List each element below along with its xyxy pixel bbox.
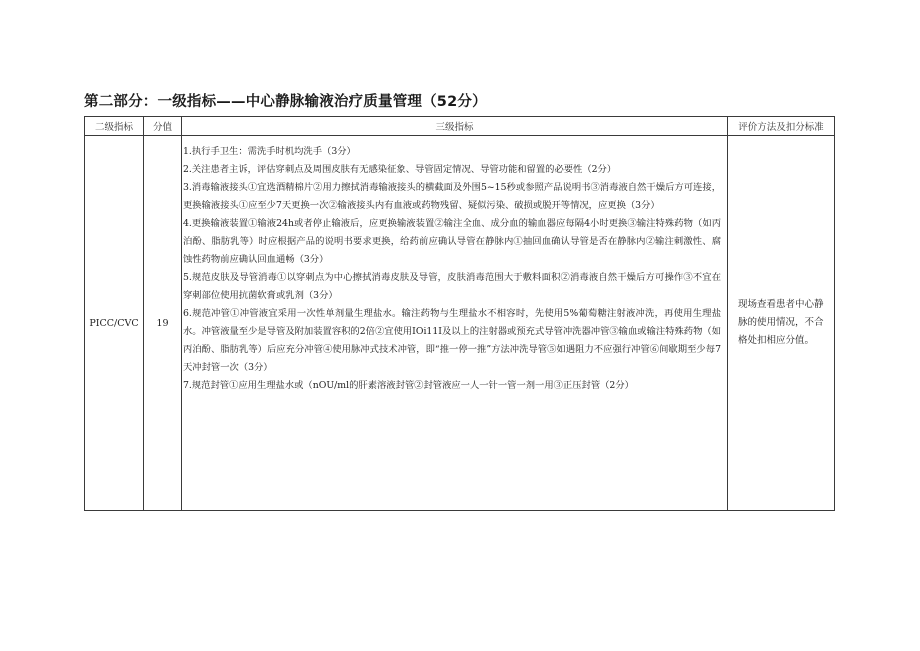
criterion-item: 5.规范皮肤及导管消毒①以穿刺点为中心擦拭消毒皮肤及导管，皮肤消毒范围大于敷料面积②消毒液自然干燥后方可操作③不宜在穿刺部位使用抗菌软膏或乳剂（3分） (183, 272, 721, 301)
header-score: 分值 (144, 117, 182, 136)
criterion-item: 3.消毒输液接头①宜选酒精棉片②用力擦拭消毒输液接头的横截面及外围5~15秒或参照产品说明书③消毒液自然干燥后方可连接，更换输液接头①应至少7天更换一次②输液接头内有血液或药物残留、疑似污染、破损或脱开等情况，应更换（3分） (183, 182, 721, 211)
level2-cell: PICC/CVC (85, 136, 144, 511)
table-row (85, 136, 835, 511)
table-header-row (85, 117, 835, 136)
header-level3: 三级指标 (182, 117, 728, 136)
criterion-item: 2.关注患者主诉，评估穿刺点及周围皮肤有无感染征象、导管固定情况、导管功能和留置的必要性（2分） (183, 164, 617, 175)
method-cell: 现场查看患者中心静脉的使用情况，不合格处扣相应分值。 (728, 136, 835, 511)
criteria-table (84, 116, 835, 511)
page-title: 第二部分：一级指标——中心静脉输液治疗质量管理（52分） (84, 94, 487, 110)
level3-items-cell (182, 136, 728, 511)
header-method: 评价方法及扣分标准 (728, 117, 835, 136)
criterion-item: 7.规范封管①应用生理盐水或（nOU/ml的肝素溶液封管②封管液应一人一针一管一剂一用③正压封管（2分） (183, 380, 634, 391)
criterion-item: 6.规范冲管①冲管液宜采用一次性单剂量生理盐水。输注药物与生理盐水不相容时，先使用5%葡萄糖注射液冲洗，再使用生理盐水。冲管液量至少是导管及附加装置容积的2倍②宜使用IOi11I及以上的注射器或预充式导管冲洗器冲管③输血或输注特殊药物（如丙泊酚、脂肪乳等）后应充分冲管④使用脉冲式技术冲管，即“推一停一推”方法冲洗导管⑤如遇阻力不应强行冲管⑥间歇期至少每7天冲封管一次（3分） (183, 308, 721, 373)
criterion-item: 1.执行手卫生：需洗手时机均洗手（3分） (183, 146, 356, 157)
header-level2: 二级指标 (85, 117, 144, 136)
criterion-item: 4.更换输液装置①输液24h或者停止输液后，应更换输液装置②输注全血、成分血的输血器应每隔4小时更换③输注特殊药物（如丙泊酚、脂肪乳等）时应根据产品的说明书要求更换，给药前应确认导管在静脉内①抽回血确认导管是否在静脉内②输注刺激性、腐蚀性药物前应确认回血通畅（3分） (183, 218, 721, 265)
score-cell: 19 (144, 136, 182, 511)
